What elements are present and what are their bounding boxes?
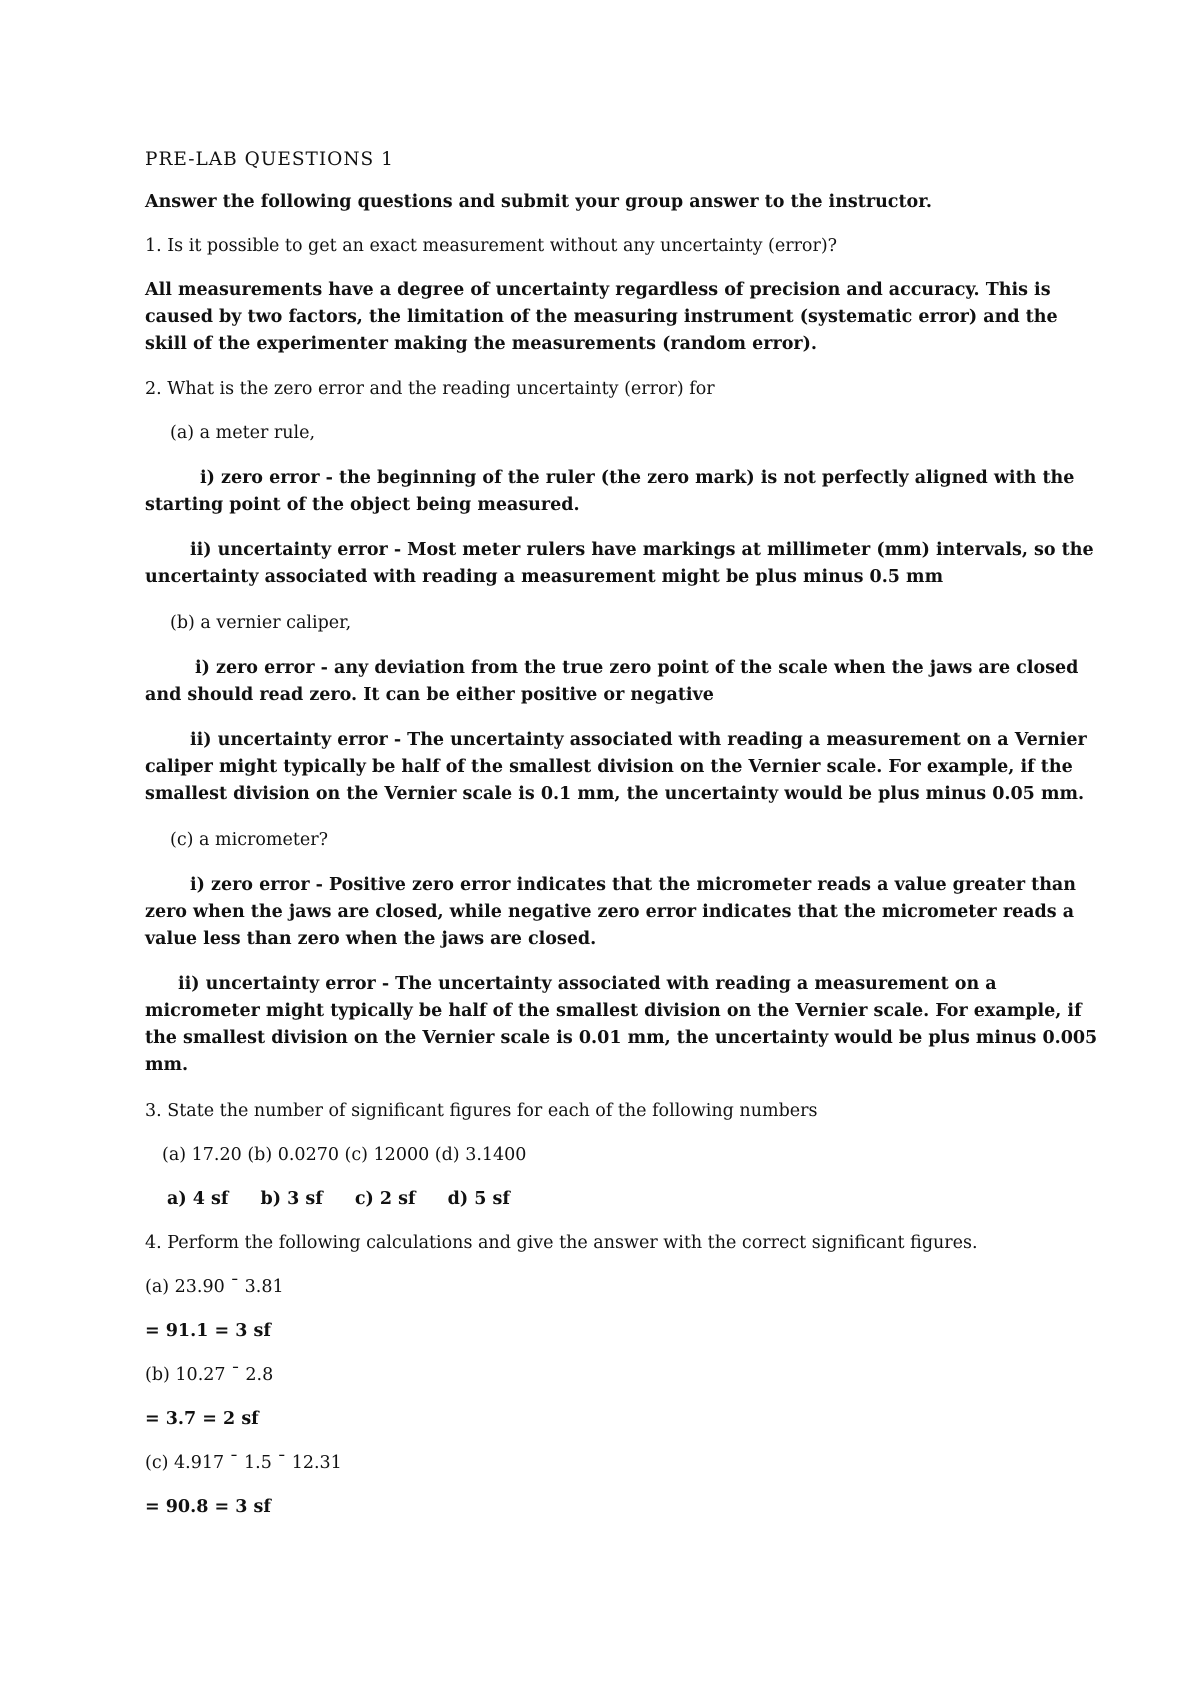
question-3-numbers: (a) 17.20 (b) 0.0270 (c) 12000 (d) 3.1400 bbox=[162, 1145, 527, 1165]
question-2b-label: (b) a vernier caliper, bbox=[170, 613, 352, 633]
question-2: 2. What is the zero error and the reading uncertainty (error) for bbox=[145, 379, 715, 399]
question-2c-label: (c) a micrometer? bbox=[170, 830, 328, 850]
answer-2c-uncertainty-line-3: the smallest division on the Vernier scale is 0.01 mm, the uncertainty would be plus minus 0.005 bbox=[145, 1028, 1098, 1048]
answer-2a-uncertainty-line-1: ii) uncertainty error - Most meter rulers have markings at millimeter (mm) intervals, so the bbox=[190, 540, 1094, 560]
instruction-text: Answer the following questions and submit your group answer to the instructor. bbox=[145, 192, 932, 212]
answer-2a-uncertainty-line-2: uncertainty associated with reading a measurement might be plus minus 0.5 mm bbox=[145, 567, 944, 587]
answer-1-line-3: skill of the experimenter making the measurements (random error). bbox=[145, 334, 818, 354]
answer-4a: = 91.1 = 3 sf bbox=[145, 1321, 271, 1341]
question-3: 3. State the number of significant figures for each of the following numbers bbox=[145, 1101, 818, 1121]
question-4a: (a) 23.90 ¯ 3.81 bbox=[145, 1277, 284, 1297]
answer-3b: b) 3 sf bbox=[260, 1189, 323, 1209]
answer-2a-zero-line-1: i) zero error - the beginning of the ruler (the zero mark) is not perfectly aligned with the bbox=[200, 468, 1075, 488]
answer-2b-uncertainty-line-2: caliper might typically be half of the smallest division on the Vernier scale. For example, if the bbox=[145, 757, 1073, 777]
answer-2c-uncertainty-line-2: micrometer might typically be half of the smallest division on the Vernier scale. For example, if bbox=[145, 1001, 1082, 1021]
answer-2c-uncertainty-line-4: mm. bbox=[145, 1055, 189, 1075]
answer-2c-zero-line-1: i) zero error - Positive zero error indicates that the micrometer reads a value greater than bbox=[190, 875, 1076, 895]
answer-4b: = 3.7 = 2 sf bbox=[145, 1409, 259, 1429]
answer-2b-uncertainty-line-3: smallest division on the Vernier scale is 0.1 mm, the uncertainty would be plus minus 0.05 mm. bbox=[145, 784, 1085, 804]
question-1: 1. Is it possible to get an exact measurement without any uncertainty (error)? bbox=[145, 236, 838, 256]
answer-2a-zero-line-2: starting point of the object being measured. bbox=[145, 495, 580, 515]
question-4c: (c) 4.917 ¯ 1.5 ¯ 12.31 bbox=[145, 1453, 342, 1473]
answer-3-row bbox=[167, 1186, 1087, 1213]
answer-3a: a) 4 sf bbox=[167, 1189, 229, 1209]
answer-2b-uncertainty-line-1: ii) uncertainty error - The uncertainty associated with reading a measurement on a Vernier bbox=[190, 730, 1087, 750]
answer-1-line-1: All measurements have a degree of uncertainty regardless of precision and accuracy. This is bbox=[145, 280, 1051, 300]
answer-3d: d) 5 sf bbox=[447, 1189, 510, 1209]
question-2a-label: (a) a meter rule, bbox=[170, 423, 316, 443]
question-4: 4. Perform the following calculations and give the answer with the correct significant figures. bbox=[145, 1233, 978, 1253]
question-4b: (b) 10.27 ¯ 2.8 bbox=[145, 1365, 274, 1385]
answer-3c: c) 2 sf bbox=[354, 1189, 416, 1209]
answer-2c-zero-line-3: value less than zero when the jaws are closed. bbox=[145, 929, 597, 949]
answer-2b-zero-line-2: and should read zero. It can be either positive or negative bbox=[145, 685, 714, 705]
answer-2b-zero-line-1: i) zero error - any deviation from the true zero point of the scale when the jaws are closed bbox=[195, 658, 1079, 678]
page-title: PRE-LAB QUESTIONS 1 bbox=[145, 149, 394, 170]
answer-2c-zero-line-2: zero when the jaws are closed, while negative zero error indicates that the micrometer reads a bbox=[145, 902, 1075, 922]
answer-4c: = 90.8 = 3 sf bbox=[145, 1497, 271, 1517]
answer-2c-uncertainty-line-1: ii) uncertainty error - The uncertainty associated with reading a measurement on a bbox=[178, 974, 997, 994]
answer-1-line-2: caused by two factors, the limitation of the measuring instrument (systematic error) and the bbox=[145, 307, 1058, 327]
